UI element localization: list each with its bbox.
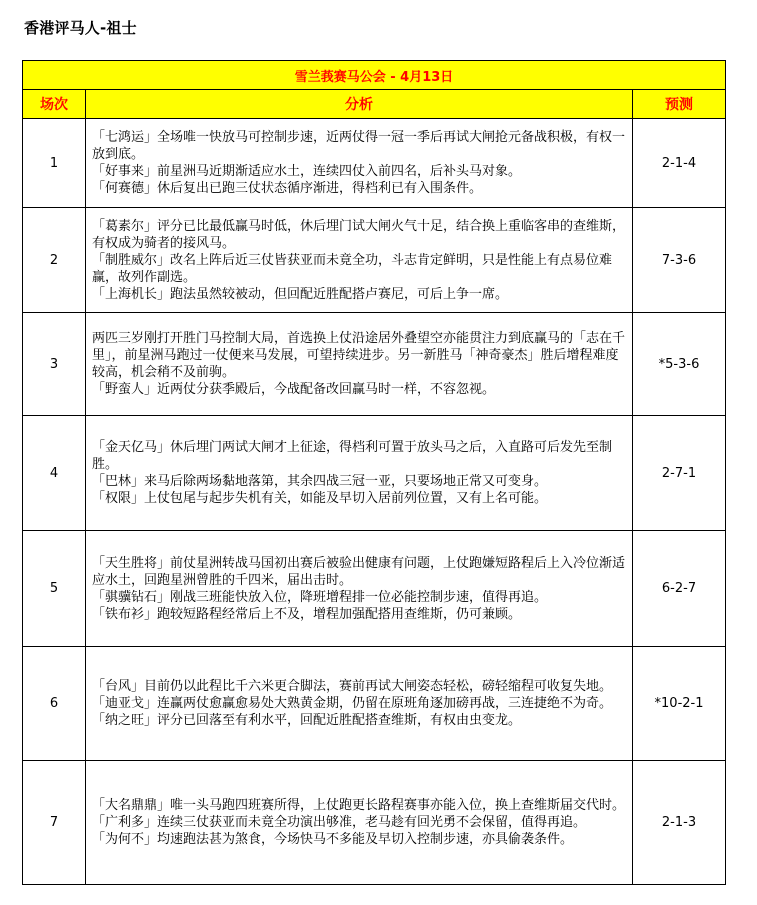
analysis-line: 「天生胜将」前仗星洲转战马国初出赛后被验出健康有问题，上仗跑嫌短路程后上入冷位渐适应水土，回跑星洲曾胜的千四米，届出击时。: [92, 555, 626, 588]
prediction: 7-3-6: [633, 208, 726, 313]
analysis-cell: [86, 416, 633, 531]
table-banner-row: [23, 61, 726, 90]
analysis-line: 「金天亿马」休后埋门两试大闸才上征途，得档利可置于放头马之后，入直路可后发先至制胜。: [92, 440, 613, 472]
analysis-line: 「大名鼎鼎」唯一头马跑四班赛所得，上仗跑更长路程赛事亦能入位，换上查维斯届交代时。: [92, 798, 626, 813]
analysis-line: 「好事来」前星洲马近期渐适应水土，连续四仗入前四名，后补头马对象。: [92, 164, 522, 179]
analysis-cell: [86, 761, 633, 885]
prediction: *10-2-1: [633, 647, 726, 761]
analysis-line: 「七鸿运」全场唯一快放马可控制步速，近两仗得一冠一季后再试大闸抢元备战积极，有权一放到底。: [92, 130, 626, 162]
analysis-line: 「台风」目前仍以此程比千六米更合脚法，赛前再试大闸姿态轻松，磅轻缩程可收复失地。: [92, 679, 613, 694]
table-row: [23, 647, 726, 761]
analysis-line: 「制胜威尔」改名上阵后近三仗皆获亚而未竟全功，斗志肯定鲜明，只是性能上有点易位难赢，故列作副选。: [92, 252, 613, 285]
analysis-line: 「野蛮人」近两仗分获季殿后，今战配备改回赢马时一样，不容忽视。: [92, 382, 496, 397]
table-row: [23, 761, 726, 885]
race-number: 3: [23, 313, 86, 416]
analysis-line: 「葛素尔」评分已比最低赢马时低，休后埋门试大闸火气十足，结合换上重临客串的查维斯，有权成为骑者的接风马。: [92, 218, 626, 251]
table-row: [23, 313, 726, 416]
analysis-cell: [86, 313, 633, 416]
analysis-cell: [86, 119, 633, 208]
prediction: 2-1-4: [633, 119, 726, 208]
table-row: [23, 208, 726, 313]
table-banner: 雪兰莪赛马公会 - 4月13日: [23, 61, 726, 90]
race-number: 5: [23, 531, 86, 647]
race-analysis-table: [22, 60, 726, 885]
race-number: 4: [23, 416, 86, 531]
analysis-cell: [86, 531, 633, 647]
analysis-line: 「铁布衫」跑较短路程经常后上不及，增程加强配搭用查维斯，仍可兼顾。: [92, 606, 522, 622]
analysis-cell: [86, 647, 633, 761]
prediction: 2-1-3: [633, 761, 726, 885]
analysis-line: 「为何不」均速跑法甚为煞食，今场快马不多能及早切入控制步速，亦具偷袭条件。: [92, 832, 574, 847]
table-row: [23, 531, 726, 647]
analysis-line: 「纳之旺」评分已回落至有利水平，回配近胜配搭查维斯，有权由虫变龙。: [92, 713, 522, 728]
race-number: 6: [23, 647, 86, 761]
prediction: 6-2-7: [633, 531, 726, 647]
prediction: 2-7-1: [633, 416, 726, 531]
header-analysis: 分析: [86, 90, 633, 119]
analysis-line: 两匹三岁刚打开胜门马控制大局，首选换上仗沿途居外叠望空亦能贯注力到底赢马的「志在千里」，前星洲马跑过一仗便来马发展，可望持续进步。另一新胜马「神奇豪杰」胜后增程难度较高，机会稍不及前驹。: [92, 331, 626, 380]
analysis-line: 「何赛德」休后复出已跑三仗状态循序渐进，得档利已有入围条件。: [92, 181, 483, 196]
table-header-row: [23, 90, 726, 119]
page-title: 香港评马人-祖士: [24, 19, 137, 37]
analysis-line: 「迪亚戈」连赢两仗愈赢愈易处大熟黄金期，仍留在原班角逐加磅再战，三连捷绝不为奇。: [92, 696, 613, 711]
header-prediction: 预测: [633, 90, 726, 119]
race-number: 7: [23, 761, 86, 885]
analysis-line: 「广利多」连续三仗获亚而未竟全功演出够准，老马趁有回光勇不会保留，值得再追。: [92, 815, 587, 830]
table-row: [23, 119, 726, 208]
analysis-line: 「上海机长」跑法虽然较被动，但回配近胜配搭卢赛尼，可后上争一席。: [92, 286, 509, 302]
table-row: [23, 416, 726, 531]
analysis-cell: [86, 208, 633, 313]
analysis-line: 「巴林」来马后除两场黏地落第，其余四战三冠一亚，只要场地正常又可变身。: [92, 474, 548, 489]
header-race: 场次: [23, 90, 86, 119]
analysis-line: 「骐骥钻石」刚战三班能快放入位，降班增程排一位必能控制步速，值得再追。: [92, 589, 548, 605]
analysis-line: 「权限」上仗包尾与起步失机有关，如能及早切入居前列位置，又有上名可能。: [92, 491, 548, 506]
prediction: *5-3-6: [633, 313, 726, 416]
race-number: 1: [23, 119, 86, 208]
race-number: 2: [23, 208, 86, 313]
